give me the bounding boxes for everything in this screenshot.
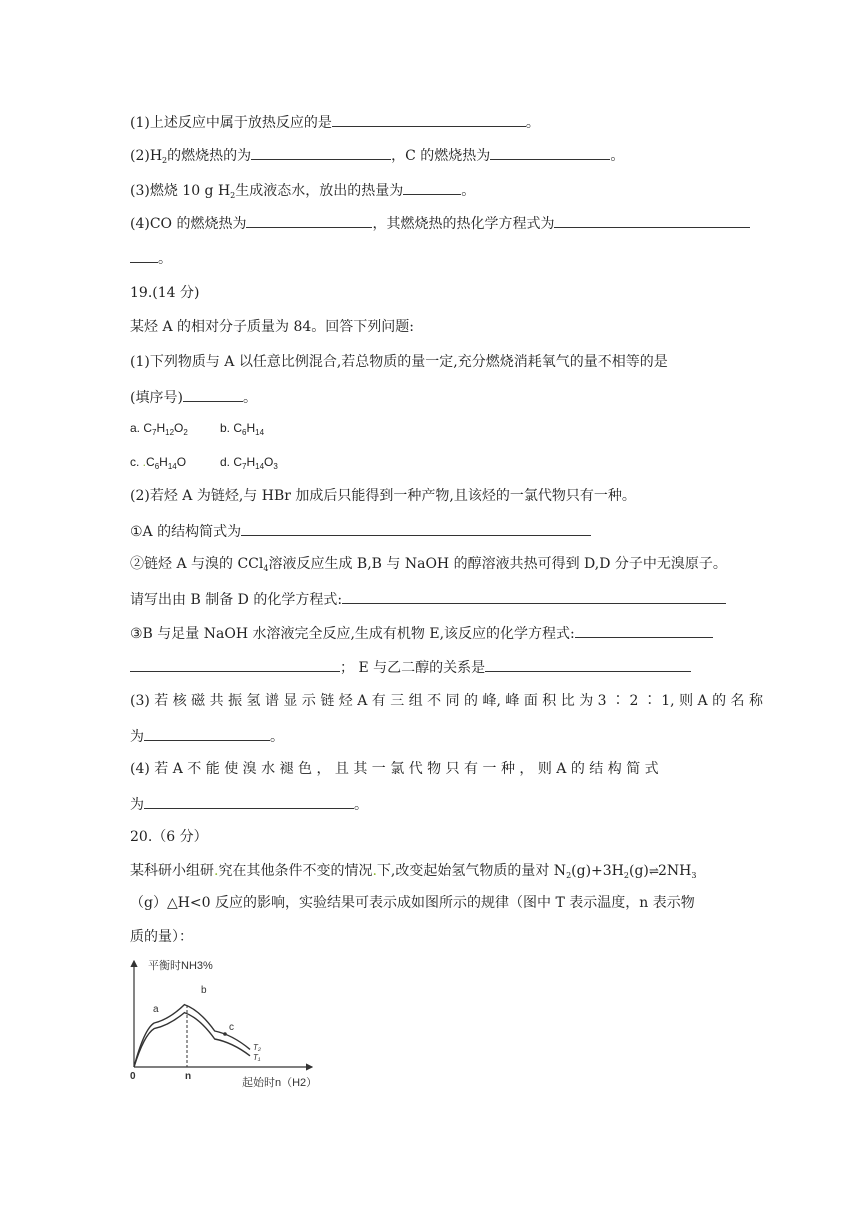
q18-p3-text: (3)燃烧 10 g H bbox=[130, 183, 231, 199]
period: 。 bbox=[461, 183, 476, 199]
q18-part4 bbox=[130, 213, 750, 233]
x-axis-label: 起始时n（H2） bbox=[242, 1077, 318, 1089]
period: 。 bbox=[270, 729, 284, 745]
x-tick-label: n bbox=[185, 1071, 192, 1082]
subscript: 6 bbox=[242, 428, 247, 437]
answer-blank[interactable] bbox=[332, 112, 526, 127]
subscript: 2 bbox=[623, 871, 629, 880]
point-label-c: c bbox=[229, 1022, 234, 1033]
option-c-text: c. bbox=[130, 455, 143, 469]
q19-p4-line2 bbox=[130, 794, 368, 814]
point-label-a: a bbox=[153, 1004, 159, 1015]
answer-blank[interactable] bbox=[490, 145, 610, 160]
answer-blank[interactable] bbox=[575, 623, 713, 638]
equilibrium-chart bbox=[120, 955, 330, 1105]
q19-p2-3-line2 bbox=[130, 657, 691, 677]
subscript: 14 bbox=[255, 462, 265, 471]
subscript: 2 bbox=[162, 156, 168, 165]
subscript: 3 bbox=[273, 462, 278, 471]
option-b bbox=[220, 421, 264, 437]
period: 。 bbox=[242, 390, 257, 406]
q19-p2-intro: (2)若烃 A 为链烃,与 HBr 加成后只能得到一种产物,且该烃的一氯代物只有一种。 bbox=[130, 488, 636, 504]
q19-p2-1-text: ①A 的结构简式为 bbox=[130, 524, 242, 540]
option-c-text: H bbox=[159, 455, 168, 469]
q18-p2-text: (2)H bbox=[130, 148, 163, 164]
stray-dot: . bbox=[372, 863, 377, 879]
option-d-text: O bbox=[264, 455, 274, 469]
series-line-t1 bbox=[134, 1013, 250, 1067]
option-c-text: C bbox=[146, 455, 155, 469]
series-layer bbox=[134, 1005, 250, 1067]
q19-p2-2-text-b: 溶液反应生成 B,B 与 NaOH 的醇溶液共热可得到 D,D 分子中无溴原子。 bbox=[268, 556, 727, 572]
option-b-text: H bbox=[246, 421, 256, 435]
q20-line2: （g）△H<0 反应的影响，实验结果可表示成如图所示的规律（图中 T 表示温度，n 表示物 bbox=[130, 895, 695, 911]
series-label-t2: T₂ bbox=[253, 1043, 261, 1052]
answer-blank[interactable] bbox=[144, 794, 354, 809]
option-b-text: b. C bbox=[220, 421, 243, 435]
answer-blank[interactable] bbox=[241, 521, 591, 536]
option-a bbox=[130, 421, 188, 437]
series-label-t1: T₁ bbox=[253, 1053, 261, 1062]
answer-blank[interactable] bbox=[144, 726, 270, 741]
subscript: 2 bbox=[230, 191, 236, 200]
q20-text: (g)+3H bbox=[571, 863, 624, 879]
origin-label: 0 bbox=[130, 1071, 136, 1082]
q19-p1-text: (填序号) bbox=[130, 390, 183, 406]
q19-p4-text: 为 bbox=[130, 797, 144, 813]
q20-line1 bbox=[130, 862, 696, 885]
q19-p1-line1: (1)下列物质与 A 以任意比例混合,若总物质的量一定,充分燃烧消耗氧气的量不相等的是 bbox=[130, 354, 668, 370]
q19-p3-line2 bbox=[130, 726, 284, 746]
period: 。 bbox=[354, 797, 368, 813]
q18-p2-text-b: 的燃烧热的为 bbox=[167, 148, 252, 164]
q19-intro: 某烃 A 的相对分子质量为 84。回答下列问题: bbox=[130, 319, 414, 335]
option-d-text: H bbox=[246, 455, 256, 469]
q19-p2-2 bbox=[130, 555, 727, 578]
answer-blank[interactable] bbox=[251, 145, 391, 160]
period: 。 bbox=[525, 115, 540, 131]
option-c-text: O bbox=[176, 455, 187, 469]
q19-p2-2-text: ②链烃 A 与溴的 CCl bbox=[130, 556, 264, 572]
y-axis-label: 平衡时NH3% bbox=[148, 960, 213, 972]
point-c-marker bbox=[223, 1032, 227, 1036]
q19-p2-2-line2 bbox=[130, 589, 726, 609]
q18-p3-text-b: 生成液态水，放出的热量为 bbox=[235, 183, 404, 199]
equilibrium-arrow-icon: ⇌ bbox=[648, 864, 658, 878]
option-a-text: a. C bbox=[130, 421, 153, 435]
q19-p1-line2 bbox=[130, 387, 257, 407]
period: 。 bbox=[610, 148, 625, 164]
series-line-t2 bbox=[134, 1005, 250, 1067]
q19-heading: 19.(14 分) bbox=[130, 285, 200, 301]
option-a-text: O bbox=[174, 421, 184, 435]
answer-blank[interactable] bbox=[130, 657, 340, 672]
answer-blank[interactable] bbox=[130, 248, 158, 263]
subscript: 6 bbox=[154, 462, 160, 471]
answer-blank[interactable] bbox=[342, 589, 726, 604]
stray-dot: . bbox=[214, 863, 219, 879]
q20-text: 某科研小组研 bbox=[130, 863, 214, 879]
q19-p2-2-line2-text: 请写出由 B 制备 D 的化学方程式: bbox=[130, 592, 343, 608]
option-a-text: H bbox=[156, 421, 166, 435]
answer-blank[interactable] bbox=[246, 213, 372, 228]
option-d bbox=[220, 455, 278, 471]
q19-p2-1 bbox=[130, 521, 591, 541]
q20-text: (g) bbox=[628, 863, 649, 879]
answer-blank[interactable] bbox=[183, 387, 243, 402]
option-c bbox=[130, 455, 186, 471]
q18-part1 bbox=[130, 112, 540, 132]
q19-p3-text: 为 bbox=[130, 729, 144, 745]
subscript: 3 bbox=[691, 871, 697, 880]
subscript: 2 bbox=[183, 428, 188, 437]
subscript: 4 bbox=[263, 564, 269, 573]
q19-p4-line1: (4) 若 A 不 能 使 溴 水 褪 色 ， 且 其 一 氯 代 物 只 有 一 种 ， 则 A 的 结 构 简 式 bbox=[130, 761, 659, 777]
q18-p1-text: (1)上述反应中属于放热反应的是 bbox=[130, 115, 332, 131]
period: 。 bbox=[158, 251, 172, 267]
answer-blank[interactable] bbox=[485, 657, 691, 672]
q19-p2-3 bbox=[130, 623, 713, 643]
q18-p4-text: (4)CO 的燃烧热为 bbox=[130, 216, 247, 232]
q20-text: 究在其他条件不变的情况 bbox=[218, 863, 373, 879]
subscript: 14 bbox=[167, 462, 177, 471]
answer-blank[interactable] bbox=[403, 180, 461, 195]
q20-text: 2NH bbox=[657, 863, 692, 879]
q20-text: 下,改变起始氢气物质的量对 N bbox=[376, 863, 567, 879]
q18-part3 bbox=[130, 180, 475, 205]
q19-p2-3-mid-text: ； E 与乙二醇的关系是 bbox=[340, 660, 486, 676]
subscript: 7 bbox=[152, 428, 157, 437]
subscript: 14 bbox=[255, 428, 265, 437]
stray-dot: . bbox=[142, 455, 147, 469]
q19-p2-3-text: ③B 与足量 NaOH 水溶液完全反应,生成有机物 E,该反应的化学方程式: bbox=[130, 626, 575, 642]
q19-p3-line1: (3) 若 核 磁 共 振 氢 谱 显 示 链 烃 A 有 三 组 不 同 的 峰, 峰 面 积 比 为 3 ∶ 2 ∶ 1, 则 A 的 名 称 bbox=[130, 693, 763, 709]
q18-p2-text-c: ，C 的燃烧热为 bbox=[391, 148, 491, 164]
point-label-b: b bbox=[201, 985, 207, 996]
option-d-text: d. C bbox=[220, 455, 243, 469]
q20-heading: 20.（6 分） bbox=[130, 829, 208, 845]
q18-part4-cont bbox=[130, 248, 172, 268]
subscript: 2 bbox=[566, 871, 572, 880]
subscript: 7 bbox=[242, 462, 247, 471]
q18-p4-text-b: ，其燃烧热的热化学方程式为 bbox=[372, 216, 555, 232]
subscript: 12 bbox=[165, 428, 175, 437]
q18-part2 bbox=[130, 145, 624, 170]
q20-line3: 质的量）： bbox=[130, 929, 193, 945]
answer-blank[interactable] bbox=[554, 213, 750, 228]
